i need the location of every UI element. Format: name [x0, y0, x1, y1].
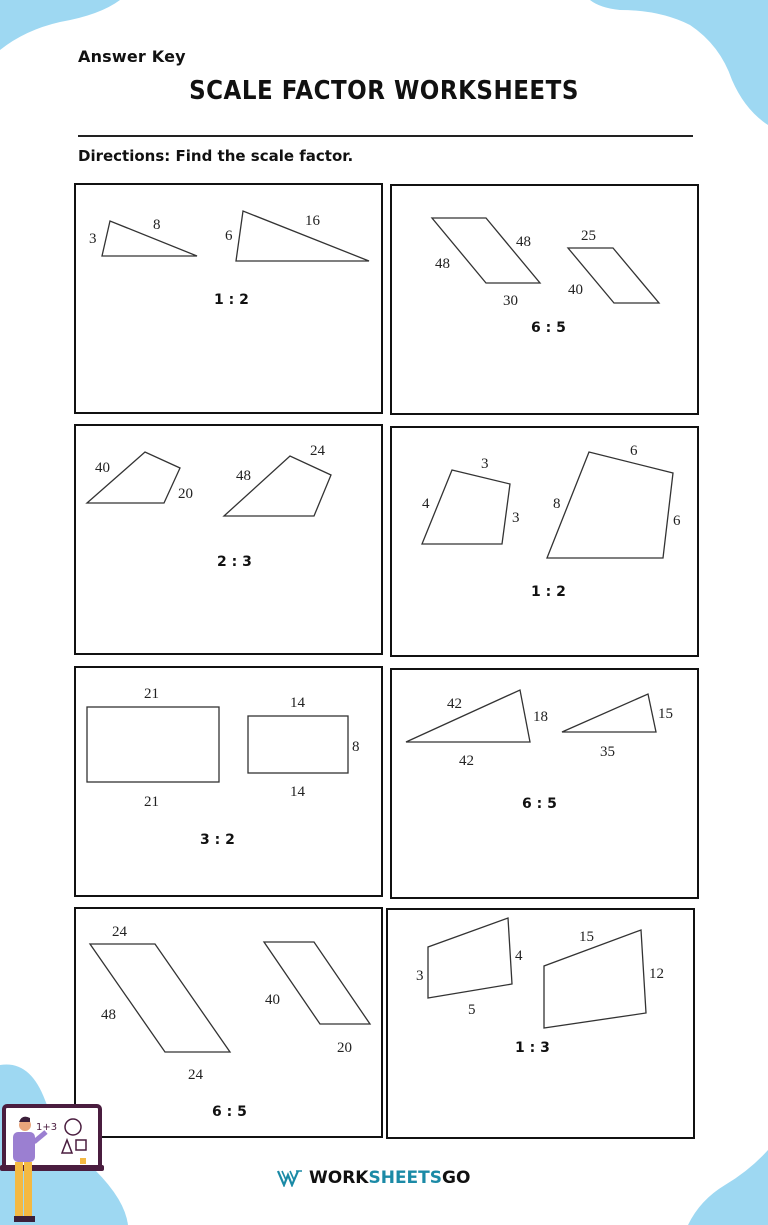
problem-panel-3 — [74, 424, 383, 655]
svg-text:21: 21 — [144, 794, 159, 810]
svg-text:6: 6 — [673, 513, 681, 529]
answer-key-label: Answer Key — [78, 47, 186, 66]
svg-text:20: 20 — [337, 1040, 352, 1056]
answer-ratio: 3 : 2 — [200, 832, 235, 848]
bottom-right-blob — [600, 1150, 768, 1225]
answer-ratio: 6 : 5 — [531, 320, 566, 336]
svg-text:48: 48 — [101, 1007, 116, 1023]
quadrilateral-figures — [392, 428, 701, 659]
svg-text:16: 16 — [305, 213, 320, 229]
svg-text:12: 12 — [649, 966, 664, 982]
svg-text:3: 3 — [481, 456, 489, 472]
svg-text:8: 8 — [352, 739, 360, 755]
answer-ratio: 2 : 3 — [217, 554, 252, 570]
logo-text-go: GO — [442, 1168, 471, 1188]
logo-text-sheets: SHEETS — [368, 1168, 443, 1188]
svg-text:48: 48 — [435, 256, 450, 272]
top-right-blob — [560, 0, 768, 130]
triangle-figures — [392, 670, 701, 901]
svg-text:3: 3 — [416, 968, 424, 984]
svg-text:25: 25 — [581, 228, 596, 244]
problem-panel-2 — [390, 184, 699, 415]
parallelogram-figures — [392, 186, 701, 417]
teacher-illustration — [0, 1100, 110, 1225]
page-title: SCALE FACTOR WORKSHEETS — [189, 76, 579, 106]
svg-text:40: 40 — [265, 992, 280, 1008]
problem-panel-4 — [390, 426, 699, 657]
svg-text:3: 3 — [89, 231, 97, 247]
answer-ratio: 1 : 2 — [214, 292, 249, 308]
title-divider — [78, 135, 693, 137]
svg-text:3: 3 — [512, 510, 520, 526]
svg-text:24: 24 — [188, 1067, 203, 1083]
logo-w-icon — [277, 1169, 303, 1187]
quadrilateral-figures — [388, 910, 697, 1141]
answer-ratio: 6 : 5 — [522, 796, 557, 812]
svg-text:6: 6 — [630, 443, 638, 459]
svg-text:15: 15 — [579, 929, 594, 945]
svg-text:15: 15 — [658, 706, 673, 722]
svg-text:42: 42 — [459, 753, 474, 769]
svg-text:18: 18 — [533, 709, 548, 725]
problem-panel-1 — [74, 183, 383, 414]
problem-panel-5 — [74, 666, 383, 897]
svg-text:4: 4 — [515, 948, 523, 964]
problem-panel-6 — [390, 668, 699, 899]
quadrilateral-figures — [76, 426, 385, 657]
svg-text:30: 30 — [503, 293, 518, 309]
svg-text:48: 48 — [236, 468, 251, 484]
svg-text:42: 42 — [447, 696, 462, 712]
directions-text: Directions: Find the scale factor. — [78, 147, 354, 165]
svg-text:5: 5 — [468, 1002, 476, 1018]
logo-text-work: WORK — [309, 1168, 369, 1188]
svg-text:1+3: 1+3 — [36, 1122, 58, 1133]
answer-ratio: 6 : 5 — [212, 1104, 247, 1120]
problem-panel-8 — [386, 908, 695, 1139]
answer-ratio: 1 : 3 — [515, 1040, 550, 1056]
svg-text:40: 40 — [568, 282, 583, 298]
svg-text:24: 24 — [310, 443, 325, 459]
svg-text:40: 40 — [95, 460, 110, 476]
svg-text:6: 6 — [225, 228, 233, 244]
answer-ratio: 1 : 2 — [531, 584, 566, 600]
svg-text:14: 14 — [290, 695, 305, 711]
svg-text:20: 20 — [178, 486, 193, 502]
svg-text:21: 21 — [144, 686, 159, 702]
svg-text:35: 35 — [600, 744, 615, 760]
svg-text:24: 24 — [112, 924, 127, 940]
rectangle-figures — [76, 668, 385, 899]
svg-text:14: 14 — [290, 784, 305, 800]
worksheetsgo-logo[interactable] — [277, 1168, 470, 1188]
svg-text:8: 8 — [153, 217, 161, 233]
problem-panel-7 — [74, 907, 383, 1138]
svg-text:8: 8 — [553, 496, 561, 512]
svg-text:48: 48 — [516, 234, 531, 250]
svg-text:4: 4 — [422, 496, 430, 512]
